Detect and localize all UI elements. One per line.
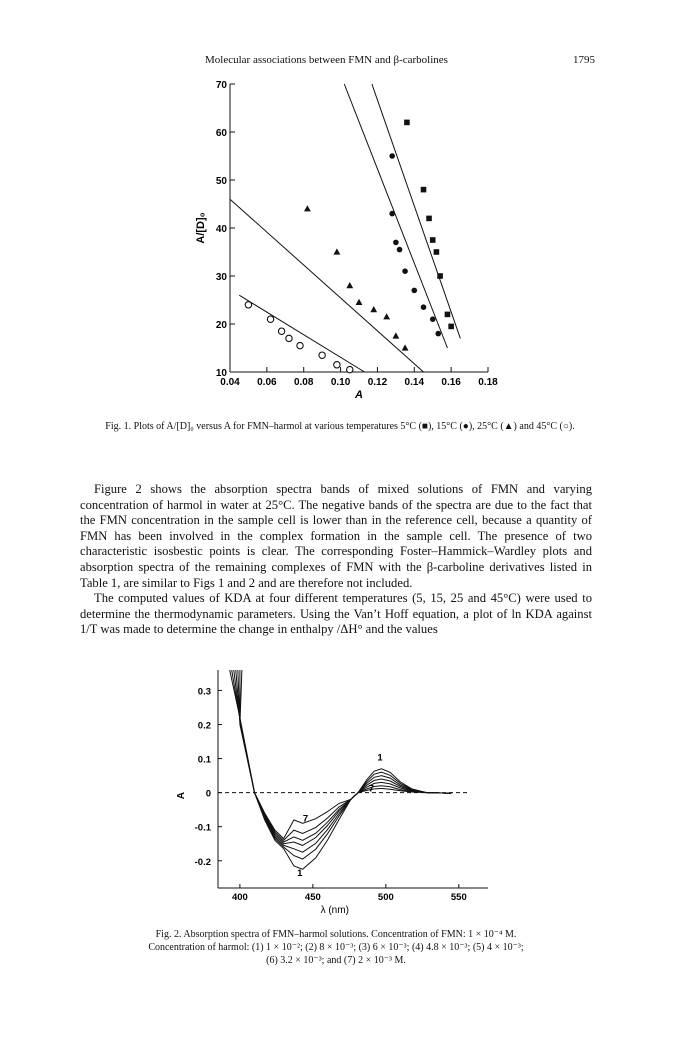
curve-label: 1	[297, 868, 303, 880]
running-head: Molecular associations between FMN and β-carbolines	[205, 54, 448, 66]
spectrum-curve	[240, 670, 452, 839]
figure-1-caption: Fig. 1. Plots of A/[D]₀ versus A for FMN–harmol at various temperatures 5°C (■), 15°C (●), 25°C (▲) and 45°C (○).	[105, 421, 575, 432]
spectrum-curve	[240, 670, 452, 840]
y-tick-label: 0.3	[197, 686, 211, 698]
fit-line	[230, 199, 424, 372]
data-point	[445, 312, 451, 318]
spectrum-curve	[234, 670, 452, 852]
x-tick-label: 550	[450, 892, 467, 903]
x-tick-label: 0.12	[367, 377, 388, 388]
data-point	[421, 187, 427, 193]
data-point	[347, 366, 353, 372]
data-point	[267, 316, 273, 322]
fit-line	[344, 84, 447, 348]
data-point	[411, 288, 417, 294]
data-point	[245, 302, 251, 308]
data-point	[397, 247, 403, 253]
x-tick-label: 400	[231, 892, 248, 903]
y-tick-label: -0.1	[194, 822, 211, 834]
data-point	[421, 304, 427, 310]
y-tick-label: -0.2	[194, 856, 211, 868]
data-point	[370, 306, 377, 312]
data-point	[426, 216, 432, 222]
figure-2-caption	[80, 928, 592, 967]
x-tick-label: 0.06	[257, 377, 277, 388]
data-point	[402, 268, 408, 274]
paragraph-1: Figure 2 shows the absorption spectra bands of mixed solutions of FMN and varying concentration of harmol in water at 25°C. The negative bands of the spectra are due to the fact that the FMN concentration in the sample cell is lower than in the reference cell, because a quantity of FMN has been involved in the complex formation in the sample cell. The presence of two characteristic isosbestic points is clear. The corresponding Foster–Hammick–Wardley plots and absorption spectra of the remaining complexes of FMN with the β-carboline derivatives listed in Table 1, are similar to Figs 1 and 2 and are therefore not included.	[80, 482, 592, 590]
x-tick-label: 0.10	[330, 377, 351, 388]
data-point	[392, 332, 399, 338]
data-point	[430, 237, 436, 243]
x-tick-label: 500	[377, 892, 394, 903]
spectrum-curve	[238, 670, 452, 842]
data-point	[435, 331, 441, 337]
y-tick-label: 0.2	[197, 720, 211, 732]
y-tick-label: 70	[215, 80, 227, 91]
x-tick-label: 0.14	[404, 377, 425, 388]
y-axis-label: A/[D]₀	[195, 212, 207, 244]
curve-label: 7	[368, 783, 374, 795]
y-tick-label: 50	[215, 176, 227, 187]
x-axis-label: A	[355, 389, 363, 401]
data-point	[334, 362, 340, 368]
y-tick-label: 0.1	[197, 754, 211, 766]
spectrum-curve	[232, 670, 452, 859]
data-point	[404, 120, 410, 126]
y-tick-label: 20	[215, 320, 227, 331]
x-axis-label: λ (nm)	[320, 905, 349, 916]
figure-2-caption-line-3: (6) 3.2 × 10⁻³; and (7) 2 × 10⁻³ M.	[266, 955, 406, 966]
fit-line	[372, 84, 460, 338]
data-point	[448, 324, 454, 330]
data-point	[430, 316, 436, 322]
data-point	[434, 249, 440, 255]
data-point	[356, 299, 363, 305]
data-point	[389, 211, 395, 217]
body-text	[80, 482, 592, 638]
data-point	[402, 344, 409, 350]
y-tick-label: 0	[205, 788, 211, 800]
y-axis-label: A	[176, 792, 187, 800]
x-tick-label: 450	[304, 892, 321, 903]
data-point	[393, 240, 399, 246]
data-point	[304, 205, 311, 211]
x-tick-label: 0.16	[441, 377, 461, 388]
figure-2-chart	[170, 662, 510, 920]
fit-line	[239, 295, 364, 372]
y-tick-label: 10	[215, 368, 227, 379]
data-point	[389, 153, 395, 159]
data-point	[383, 313, 390, 319]
paragraph-2: The computed values of KDA at four different temperatures (5, 15, 25 and 45°C) were used to determine the thermodynamic parameters. Using the Van’t Hoff equation, a plot of ln KDA against 1/T was made to determine the change in enthalpy /ΔH° and the values	[80, 591, 592, 637]
x-tick-label: 0.08	[293, 377, 314, 388]
x-tick-label: 0.04	[220, 377, 240, 388]
page-number: 1795	[573, 54, 595, 66]
figure-1-chart	[170, 70, 510, 410]
data-point	[278, 328, 284, 334]
y-tick-label: 30	[215, 272, 227, 283]
data-point	[286, 335, 292, 341]
x-tick-label: 0.18	[478, 377, 498, 388]
figure-2-caption-line-2: Concentration of harmol: (1) 1 × 10⁻²; (2) 8 × 10⁻³; (3) 6 × 10⁻³; (4) 4.8 × 10⁻³; (5) 4 × 10⁻³;	[148, 942, 524, 953]
curve-label: 1	[377, 752, 383, 764]
figure-2-caption-line-1: Fig. 2. Absorption spectra of FMN–harmol solutions. Concentration of FMN: 1 × 10⁻⁴ M.	[155, 929, 517, 940]
data-point	[319, 352, 325, 358]
y-tick-label: 60	[215, 128, 227, 139]
spectrum-curve	[230, 670, 452, 869]
y-tick-label: 40	[215, 224, 227, 235]
data-point	[346, 282, 353, 288]
data-point	[333, 248, 340, 254]
page-header	[85, 54, 595, 70]
data-point	[437, 273, 443, 279]
curve-label: 7	[302, 813, 309, 825]
data-point	[297, 342, 303, 348]
